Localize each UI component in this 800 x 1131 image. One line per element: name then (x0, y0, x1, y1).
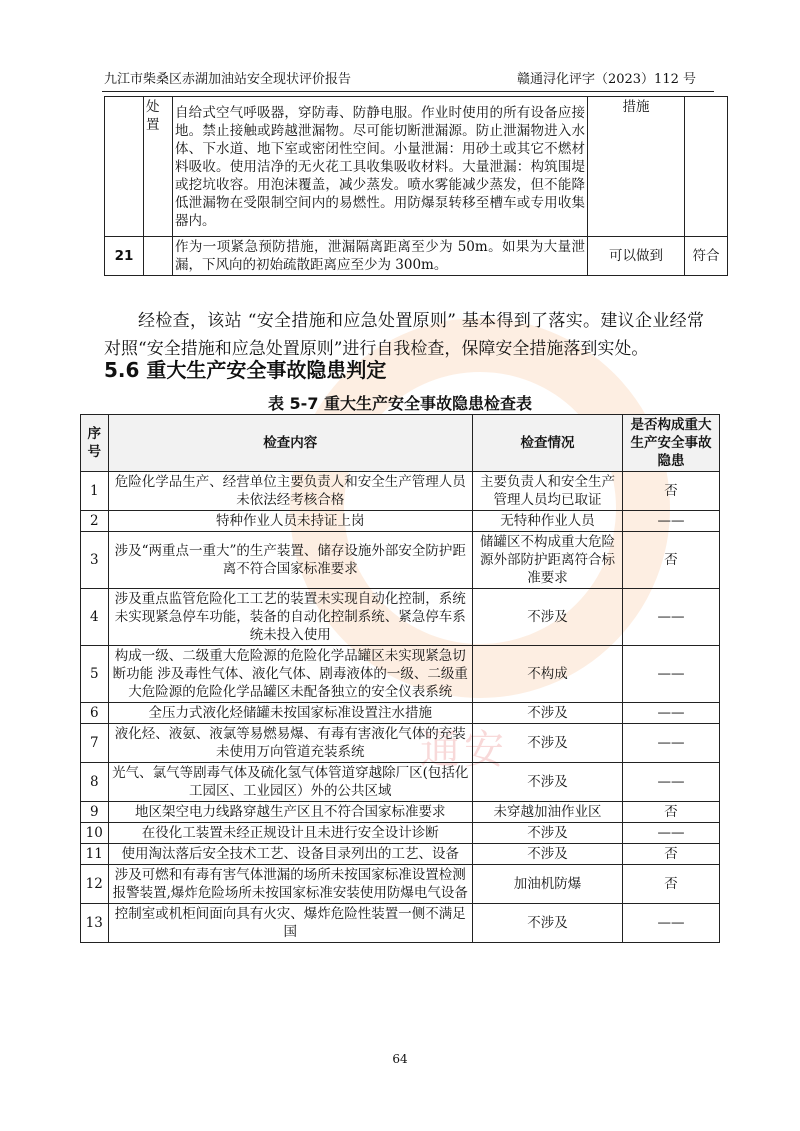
row-number: 4 (81, 589, 109, 646)
row-item: 涉及重点监管危险化工工艺的装置未实现自动化控制，系统未实现紧急停车功能，装备的自动化控制系统、紧急停车系统未投入使用 (108, 589, 472, 646)
row-result: 否 (623, 844, 720, 865)
row-number: 5 (81, 646, 109, 703)
row-item: 控制室或机柜间面向具有火灾、爆炸危险性装置一侧不满足国 (108, 904, 472, 943)
table-row (81, 802, 720, 823)
table-row (81, 532, 720, 589)
table-row (81, 763, 720, 802)
table-caption: 表 5-7 重大生产安全事故隐患检查表 (267, 394, 533, 413)
row-item: 使用淘汰落后安全技术工艺、设备目录列出的工艺、设备 (108, 844, 472, 865)
row-result: —— (623, 511, 720, 532)
table-row (81, 904, 720, 943)
hazard-table-body (81, 472, 720, 943)
row-result: 否 (623, 532, 720, 589)
row-number: 10 (81, 823, 109, 844)
row-result: 否 (623, 472, 720, 511)
table-row (81, 472, 720, 511)
row-item: 特种作业人员未持证上岗 (108, 511, 472, 532)
row-result: —— (623, 724, 720, 763)
row-number: 7 (81, 724, 109, 763)
row-item: 在役化工装置未经正规设计且未进行安全设计诊断 (108, 823, 472, 844)
header-status: 检查情况 (472, 415, 622, 472)
row-result: —— (623, 703, 720, 724)
table-row (81, 589, 720, 646)
row-conclusion (685, 97, 728, 237)
table-row (81, 844, 720, 865)
row-item: 地区架空电力线路穿越生产区且不符合国家标准要求 (108, 802, 472, 823)
table-row (81, 646, 720, 703)
table-row (81, 724, 720, 763)
row-result: —— (623, 763, 720, 802)
row-requirement: 自给式空气呼吸器，穿防毒、防静电服。作业时使用的所有设备应接地。禁止接触或跨越泄漏物。尽可能切断泄漏源。防止泄漏物进入水体、下水道、地下室或密闭性空间。小量泄漏：用砂土或其它不燃材料吸收。使用洁净的无火花工具收集吸收材料。大量泄漏：构筑围堤或挖坑收容。用泡沫覆盖，减少蒸发。喷水雾能减少蒸发，但不能降低泄漏物在受限制空间内的易燃性。用防爆泵转移至槽车或专用收集器内。 (173, 97, 588, 237)
row-result: —— (623, 646, 720, 703)
row-item: 危险化学品生产、经营单位主要负责人和安全生产管理人员未依法经考核合格 (108, 472, 472, 511)
row-item: 光气、氯气等剧毒气体及硫化氢气体管道穿越除厂区(包括化工园区、工业园区）外的公共区域 (108, 763, 472, 802)
row-number: 21 (105, 237, 144, 276)
row-category: 处置 (144, 97, 173, 237)
report-code: 赣通浔化评字（2023）112 号 (516, 72, 696, 87)
row-number (105, 97, 144, 237)
row-status: 不涉及 (472, 724, 622, 763)
table-row (81, 823, 720, 844)
header-number: 序号 (81, 415, 109, 472)
row-status: 不涉及 (472, 844, 622, 865)
row-status: 不涉及 (472, 823, 622, 844)
watermark-text: 通安 (420, 727, 508, 773)
row-item: 液化烃、液氨、液氯等易燃易爆、有毒有害液化气体的充装未使用万向管道充装系统 (108, 724, 472, 763)
row-number: 11 (81, 844, 109, 865)
row-status: 无特种作业人员 (472, 511, 622, 532)
row-status: 不涉及 (472, 763, 622, 802)
row-item: 构成一级、二级重大危险源的危险化学品罐区未实现紧急切断功能 涉及毒性气体、液化气体、剧毒液体的一级、二级重大危险源的危险化学品罐区未配备独立的安全仪表系统 (108, 646, 472, 703)
row-status: 储罐区不构成重大危险源外部防护距离符合标准要求 (472, 532, 622, 589)
table-row (81, 865, 720, 904)
row-result: —— (623, 904, 720, 943)
row-result: —— (623, 589, 720, 646)
row-result: 否 (623, 865, 720, 904)
row-item: 涉及可燃和有毒有害气体泄漏的场所未按国家标准设置检测报警装置,爆炸危险场所未按国家标准安装使用防爆电气设备 (108, 865, 472, 904)
table-header-row (81, 415, 720, 472)
header-rule (102, 91, 714, 92)
row-result: 可以做到 (588, 237, 685, 276)
row-result: 措施 (588, 97, 685, 237)
row-number: 1 (81, 472, 109, 511)
section-title: 5.6 重大生产安全事故隐患判定 (104, 358, 387, 382)
continued-table (104, 96, 728, 276)
row-number: 6 (81, 703, 109, 724)
row-category (144, 237, 173, 276)
row-status: 不涉及 (472, 904, 622, 943)
table-row (81, 511, 720, 532)
row-status: 主要负责人和安全生产管理人员均已取证 (472, 472, 622, 511)
table-row (105, 237, 728, 276)
row-result: 否 (623, 802, 720, 823)
report-title: 九江市柴桑区赤湖加油站安全现状评价报告 (104, 72, 352, 87)
inspection-paragraph: 经检查，该站 “安全措施和应急处置原则” 基本得到了落实。建议企业经常对照“安全措施和应急处置原则”进行自我检查，保障安全措施落到实处。 (104, 311, 704, 359)
row-requirement: 作为一项紧急预防措施，泄漏隔离距离至少为 50m。如果为大量泄漏，下风向的初始疏散距离应至少为 300m。 (173, 237, 588, 276)
hazard-table (80, 414, 720, 943)
row-item: 全压力式液化烃储罐未按国家标准设置注水措施 (108, 703, 472, 724)
row-number: 9 (81, 802, 109, 823)
row-number: 12 (81, 865, 109, 904)
header-result: 是否构成重大生产安全事故隐患 (623, 415, 720, 472)
row-item: 涉及“两重点一重大”的生产装置、储存设施外部安全防护距离不符合国家标准要求 (108, 532, 472, 589)
row-status: 不构成 (472, 646, 622, 703)
row-conclusion: 符合 (685, 237, 728, 276)
page-number: 64 (392, 1052, 408, 1066)
table-row (81, 703, 720, 724)
row-status: 未穿越加油作业区 (472, 802, 622, 823)
row-number: 8 (81, 763, 109, 802)
row-status: 加油机防爆 (472, 865, 622, 904)
header-content: 检查内容 (108, 415, 472, 472)
row-number: 2 (81, 511, 109, 532)
row-status: 不涉及 (472, 703, 622, 724)
row-status: 不涉及 (472, 589, 622, 646)
row-result: —— (623, 823, 720, 844)
row-number: 3 (81, 532, 109, 589)
row-number: 13 (81, 904, 109, 943)
table-row (105, 97, 728, 237)
